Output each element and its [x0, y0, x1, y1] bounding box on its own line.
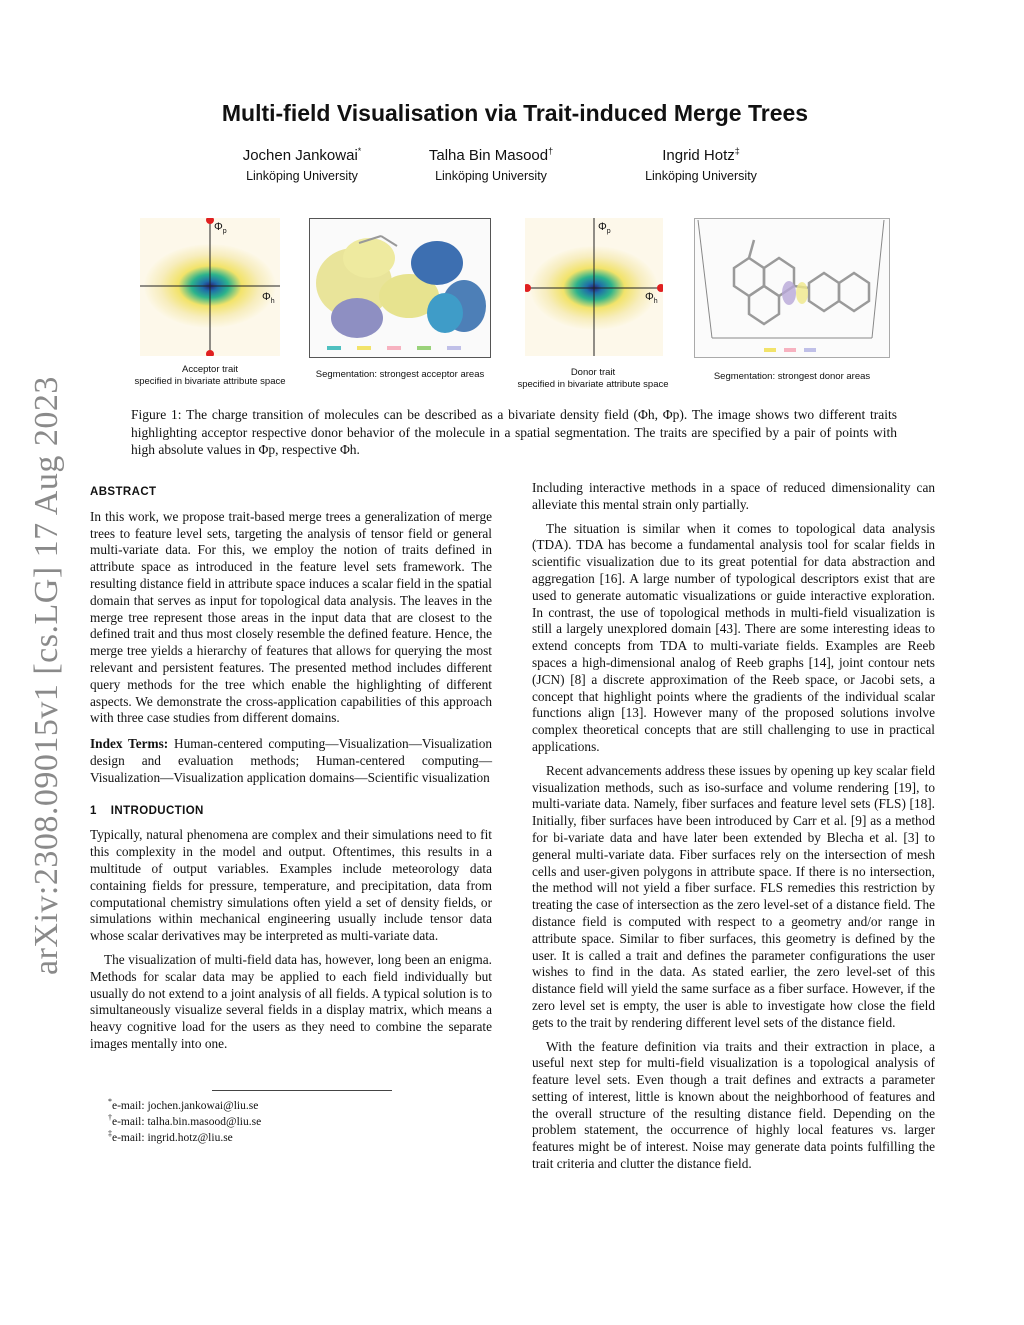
author-affiliation: Linköping University	[246, 169, 358, 183]
author-name: Ingrid Hotz	[662, 147, 735, 164]
arxiv-stamp: arXiv:2308.09015v1 [cs.LG] 17 Aug 2023	[28, 376, 65, 975]
panel-caption: Donor trait specified in bivariate attribute space	[517, 367, 669, 390]
index-terms-text: Human-centered computing—Visualization—Visualization design and evaluation methods; Human-centered computing—Visualization—Visualization application domains—Scientific visualization	[90, 736, 493, 785]
panel-caption: Segmentation: strongest donor areas	[713, 371, 871, 382]
author-2	[391, 146, 591, 183]
footnote-rule	[212, 1090, 392, 1091]
axis-label-right: $\Phi_h$	[645, 291, 658, 306]
figure-panel-acceptor-segmentation	[309, 218, 491, 363]
bivariate-density-plot	[525, 218, 663, 356]
bivariate-density-plot	[140, 218, 280, 356]
panel-caption: Acceptor trait specified in bivariate attribute space	[134, 364, 286, 387]
figure-panel-donor-segmentation	[694, 218, 890, 363]
author-3	[601, 146, 801, 183]
author-mark: *	[357, 146, 362, 156]
axis-label-top: $\Phi_p$	[214, 221, 227, 236]
body-paragraph: Including interactive methods in a space of reduced dimensionality can alleviate this mental strain only partially.	[532, 480, 935, 512]
author-mark: ‡	[734, 146, 740, 156]
intro-paragraph: Typically, natural phenomena are complex and their simulations need to fit this complexity in the model and output. Oftentimes, this results in a multitude of output variables. Examples include meteorology data containing fields for pressure, temperature, and precipitation, data from computational chemistry simulations often yield a set of density fields, or simulations within mechanical engineering usually include tensor data whose scalar derivatives may be interpreted as multi-variate data.	[90, 827, 492, 944]
footnote-3: ‡e-mail: ingrid.hotz@liu.se	[108, 1129, 233, 1144]
left-column	[90, 480, 492, 1060]
section-title: INTRODUCTION	[110, 804, 204, 817]
figure-panel-acceptor-trait	[140, 218, 280, 361]
body-paragraph: Recent advancements address these issues by opening up key scalar field visualization methods, such as iso-surface and volume rendering [19], to multi-variate data. Namely, fiber surfaces and feature level sets (FLS) [18]. Initially, fiber surfaces have been introduced by Carr et al. [9] as a method for bi-variate data and have later been extended by Blecha et al. [3] to general multi-variate data. Fiber surfaces rely on the intersection of mesh cells and user-given polygons in attribute space. If there is no intersection, the method will not yield a fiber surface. FLS remedies this restriction by treating the case of intersection as the zero level-set of a distance field. The distance field is computed with respect to a geometry and/or range in attribute space. Similar to fiber surfaces, this geometry is defined by the user. It is called a trait and defines the parameter configurations the user wishes to find in the data. As stated earlier, the zero level-set of this distance field will yield the same surface as a fiber surface. However, if the zero level set is empty, the user is able to investigate how close the field gets to the trait by rendering different level sets of the distance field.	[532, 762, 935, 1030]
abstract-heading: ABSTRACT	[90, 486, 157, 498]
author-1	[202, 146, 402, 183]
panel-caption: Segmentation: strongest acceptor areas	[315, 369, 485, 380]
molecule-segmentation-render	[309, 218, 491, 358]
section-number: 1	[90, 804, 97, 817]
author-affiliation: Linköping University	[645, 169, 757, 183]
author-name: Talha Bin Masood	[428, 147, 549, 164]
paper-title: Multi-field Visualisation via Trait-induced Merge Trees	[221, 100, 809, 126]
author-affiliation: Linköping University	[435, 169, 547, 183]
abstract-text: In this work, we propose trait-based merge trees a generalization of merge trees to feature level sets, targeting the analysis of tensor field or general multi-variate data. For this, we employ the notion of traits defined in attribute space as introduced in the feature level sets framework. The resulting distance field in attribute space induces a scalar field in the spatial domain that serves as input for topological data analysis. The leaves in the merge tree represent those areas in the input data that are closest to the defined trait and thus most closely resemble the defined feature. Hence, the merge tree yields a hierarchy of features that allows for querying the most relevant and persistent features. The presented method includes different query methods for the tree which enable the highlighting of different aspects. We demonstrate the cross-application capabilities of this approach with three case studies from different domains.	[90, 508, 492, 726]
footnote-1: *e-mail: jochen.jankowai@liu.se	[108, 1097, 259, 1112]
index-terms-label: Index Terms:	[90, 736, 169, 752]
author-name: Jochen Jankowai	[242, 147, 358, 164]
axis-label-right: $\Phi_h$	[262, 291, 275, 306]
molecule-segmentation-render	[694, 218, 890, 358]
figure-panel-donor-trait	[525, 218, 663, 361]
intro-paragraph: The visualization of multi-field data has, however, long been an enigma. Methods for scalar data may be applied to each field individually but usually do not extend to a joint analysis of all fields. A typical solution is to simultaneously visualize several fields in a display matrix, which means a heavy cognitive load for the users as they need to combine the separate images mentally into one.	[90, 951, 492, 1051]
figure-caption: Figure 1: The charge transition of molecules can be described as a bivariate density field (Φh, Φp). The image shows two different traits highlighting acceptor respective donor behavior of the molecule in a spatial segmentation. The traits are specified by a pair of points with high absolute values in Φp, respective Φh.	[131, 407, 897, 458]
right-column	[532, 480, 935, 1180]
author-mark: †	[548, 146, 554, 156]
body-paragraph: With the feature definition via traits and their extraction in place, a useful next step for multi-field visualization is a topological analysis of feature level sets. Even though a trait defines and extracts a parameter setting of interest, little is known about the neighborhood of features and the overall structure of the resulting distance field. Depending on the problem statement, the occurrence of highly local features vs. larger features might be of interest. Noise may generate data points fulfilling the trait criteria and clutter the distance field.	[532, 1038, 935, 1172]
body-paragraph: The situation is similar when it comes to topological data analysis (TDA). TDA has become a fundamental analysis tool for scalar fields in scientific visualization due to its great potential for data abstraction and aggregation [16]. A large number of typological descriptors exist that are used to generate automatic visualizations or guide interactive exploration. In contrast, the use of topological methods in multi-field visualization is still a largely unexplored domain [43]. There are some interesting ideas to extend concepts from TDA to multi-variate fields. Examples are Reeb spaces a high-dimensional analog of Reeb graphs [14], joint contour nets (JCN) [8] a discrete approximation of the Reeb space, or Jacobi sets, a concept that highlight points where the gradients of the individual scalar functions align [13]. However many of the proposed solutions involve complex theoretical concepts that are still challenging to use in practical applications.	[532, 520, 935, 754]
index-terms	[90, 736, 492, 786]
footnote-2: †e-mail: talha.bin.masood@liu.se	[108, 1113, 262, 1128]
introduction-heading	[90, 803, 492, 820]
axis-label-top: $\Phi_p$	[598, 221, 611, 236]
